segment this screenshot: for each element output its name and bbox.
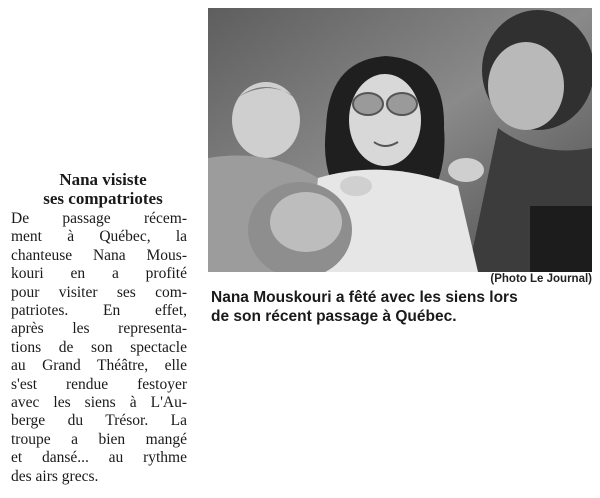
body-line: des airs grecs. <box>11 467 99 485</box>
headline-line: Nana visiste <box>59 170 147 189</box>
body-line: et dansé... au rythme <box>11 449 187 467</box>
caption-line: de son récent passage à Québec. <box>211 308 457 325</box>
body-line: pour visiter ses com- <box>11 283 187 301</box>
body-line: patriotes. En effet, <box>11 302 187 320</box>
body-line: De passage récem- <box>11 210 187 227</box>
body-line: après les representa- <box>11 320 187 338</box>
body-line: s'est rendue festoyer <box>11 375 187 393</box>
photo-caption <box>211 288 596 326</box>
body-line: ment à Québec, la <box>11 228 187 246</box>
article-body <box>11 210 187 486</box>
body-line: tions de son spectacle <box>11 338 187 356</box>
body-line: kouri en a profité <box>11 265 187 283</box>
body-line: chanteuse Nana Mous- <box>11 246 187 264</box>
body-line: troupe a bien mangé <box>11 430 187 448</box>
body-line: avec les siens à L'Au- <box>11 394 187 412</box>
photo-credit: (Photo Le Journal) <box>490 273 592 285</box>
news-photo-image <box>208 8 592 272</box>
headline-line: ses compatriotes <box>43 189 163 208</box>
body-line: berge du Trésor. La <box>11 412 187 430</box>
caption-line: Nana Mouskouri a fêté avec les siens lors <box>211 289 518 306</box>
article-headline <box>10 170 196 208</box>
body-line: au Grand Théâtre, elle <box>11 357 187 375</box>
news-photo <box>208 8 592 272</box>
